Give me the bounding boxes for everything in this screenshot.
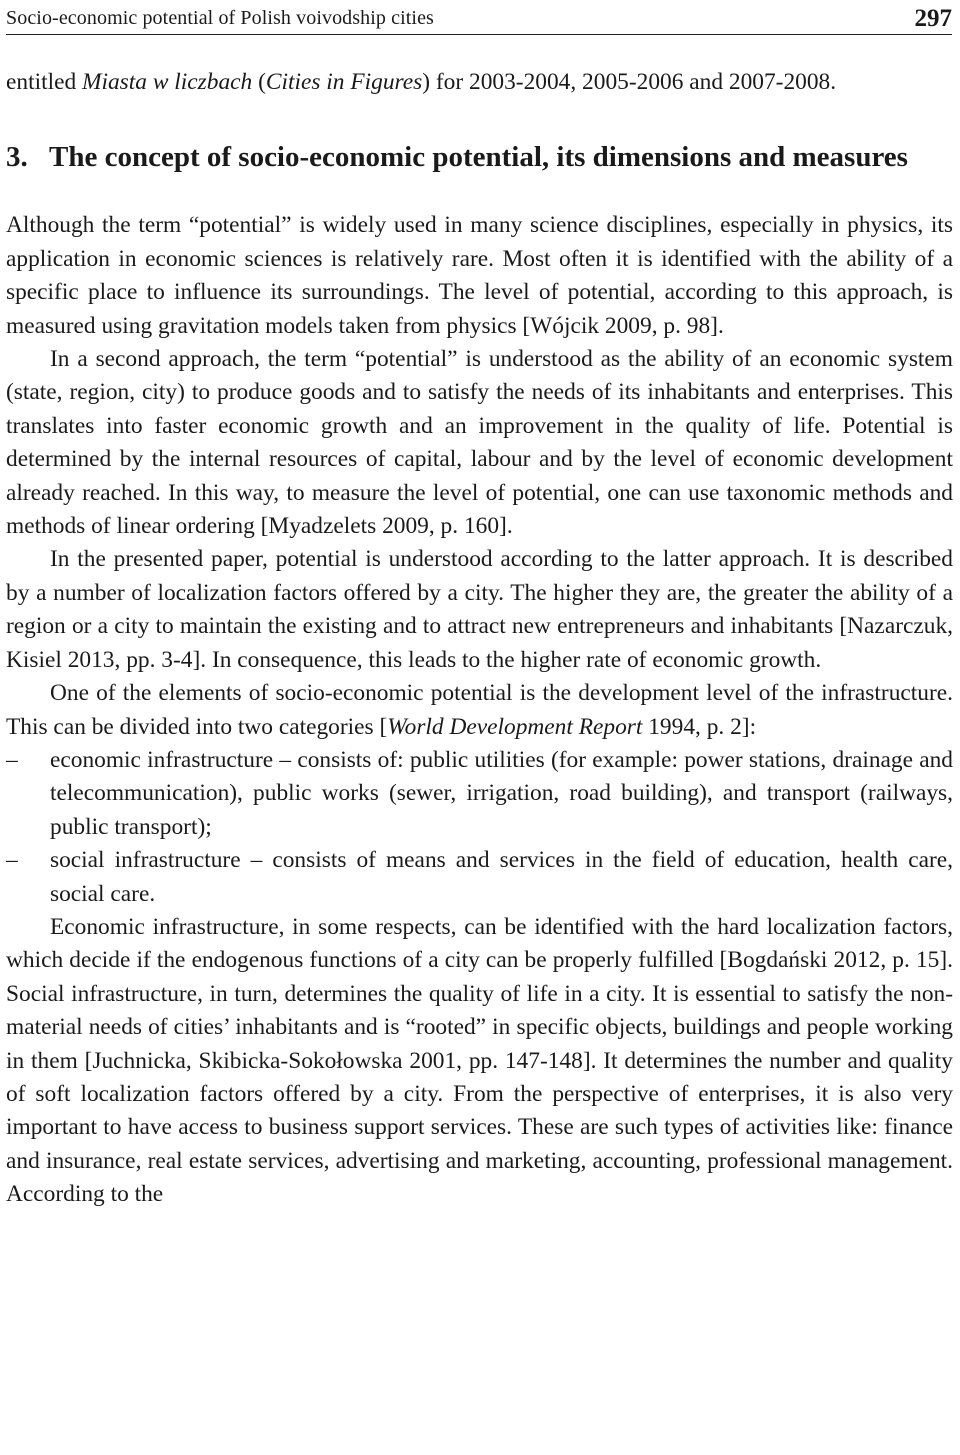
list-dash: – <box>6 847 18 874</box>
running-title: Socio-economic potential of Polish voivodship cities <box>6 7 434 29</box>
list-item-social-infrastructure <box>6 844 953 911</box>
intro-text-before: entitled <box>6 69 82 95</box>
intro-text-after: ) for 2003-2004, 2005-2006 and 2007-2008. <box>422 69 837 95</box>
intro-italic-title: Miasta w liczbach <box>82 69 253 95</box>
list-item-economic-infrastructure <box>6 744 953 844</box>
intro-italic-translation: Cities in Figures <box>265 69 423 95</box>
infrastructure-paragraph <box>6 677 953 744</box>
running-head <box>6 0 952 35</box>
closing-paragraph: Economic infrastructure, in some respects, can be identified with the hard localization factors, which decide if the endogenous functions of a city can be properly fulfilled [Bogdański 2012, p. 15]. Social infrastructure, in turn, determines the quality of life in a city. It is essential to satisfy the non-material needs of cities’ inhabitants and is “rooted” in specific objects, buildings and people working in them [Juchnicka, Skibicka-Sokołowska 2001, pp. 147-148]. It determines the number and quality of soft localization factors offered by a city. From the perspective of enterprises, it is also very important to have access to business support services. These are such types of activities like: finance and insurance, real estate services, advertising and marketing, accounting, professional management. According to the <box>6 913 953 1208</box>
section-title: The concept of socio-economic potential, its dimensions and measures <box>49 141 908 174</box>
intro-text-mid: ( <box>252 69 266 95</box>
infrastructure-text-after: 1994, p. 2]: <box>642 713 757 740</box>
report-title-italic: World Development Report <box>387 713 643 740</box>
list-item-text: social infrastructure – consists of means and services in the field of education, health care, social care. <box>50 847 953 907</box>
page-body <box>6 66 953 1212</box>
page-number: 297 <box>914 5 952 32</box>
body-paragraph-1: Although the term “potential” is widely used in many science disciplines, especially in physics, its application in economic sciences is relatively rare. Most often it is identified with the ability of a specific place to influence its surroundings. The level of potential, according to this approach, is measured using gravitation models taken from physics [Wójcik 2009, p. 98]. <box>6 212 953 339</box>
body-paragraph-2: In a second approach, the term “potential” is understood as the ability of an economic system (state, region, city) to produce goods and to satisfy the needs of its inhabitants and enterprises. This translates into faster economic growth and an improvement in the quality of life. Potential is determined by the internal resources of capital, labour and by the level of economic development already reached. In this way, to measure the level of potential, one can use taxonomic methods and methods of linear ordering [Myadzelets 2009, p. 160]. <box>6 346 953 540</box>
section-heading <box>6 138 953 176</box>
intro-paragraph <box>6 66 953 99</box>
body-paragraph-3: In the presented paper, potential is understood according to the latter approach. It is described by a number of localization factors offered by a city. The higher they are, the greater the ability of a region or a city to maintain the existing and to attract new entrepreneurs and inhabitants [Nazarczuk, Kisiel 2013, pp. 3-4]. In consequence, this leads to the higher rate of economic growth. <box>6 546 953 673</box>
section-number: 3. <box>6 141 28 174</box>
infrastructure-text-before: One of the elements of socio-economic potential is the development level of the infrastructure. This can be divided into two categories [ <box>6 680 953 740</box>
list-item-text: economic infrastructure – consists of: public utilities (for example: power stations, drainage and telecommunication), public works (sewer, irrigation, road building), and transport (railways, public transport); <box>50 746 953 840</box>
list-dash: – <box>6 746 18 773</box>
